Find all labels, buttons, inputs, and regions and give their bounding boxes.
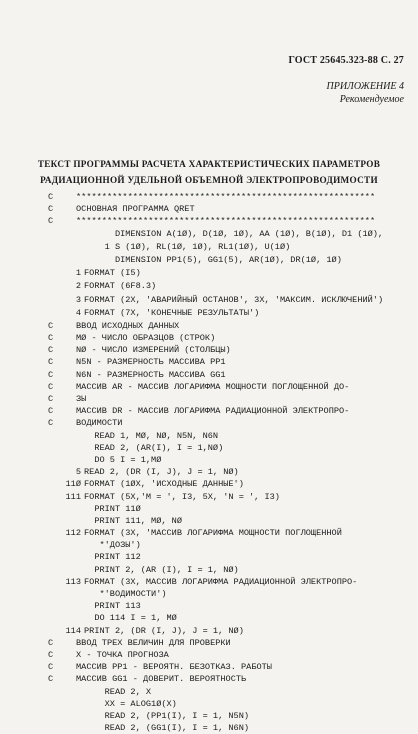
code-line bbox=[0, 466, 418, 478]
statement-text: DIMENSION A(1Ø), D(1Ø, 1Ø), AA (1Ø), B(1Ø), D1 (1Ø), bbox=[84, 228, 384, 239]
comment-marker: C bbox=[48, 662, 54, 673]
statement-text: NØ - ЧИСЛО ИЗМЕРЕНИЙ (СТОЛБЦЫ) bbox=[76, 345, 231, 356]
code-line bbox=[0, 686, 418, 698]
statement-text: FORMAT (5X,'M = ', I3, 5X, 'N = ', I3) bbox=[84, 491, 280, 502]
code-line bbox=[0, 478, 418, 490]
code-line bbox=[0, 241, 418, 254]
statement-label: 111 bbox=[65, 491, 81, 502]
statement-label: 1 bbox=[75, 268, 81, 279]
appendix-block bbox=[327, 80, 405, 106]
code-line bbox=[0, 515, 418, 527]
code-line bbox=[0, 267, 418, 280]
statement-text: READ 2, (AR(I), I = 1,NØ) bbox=[84, 442, 224, 453]
statement-text: ЗЫ bbox=[76, 394, 87, 404]
comment-marker: C bbox=[48, 381, 54, 392]
statement-label: 114 bbox=[65, 625, 81, 636]
code-line bbox=[0, 191, 418, 203]
statement-text: ВВОД ИСХОДНЫХ ДАННЫХ bbox=[76, 320, 180, 331]
comment-marker: C bbox=[48, 357, 54, 368]
code-line bbox=[0, 307, 418, 320]
code-line bbox=[0, 280, 418, 293]
code-line bbox=[0, 491, 418, 503]
statement-label: 112 bbox=[65, 528, 81, 539]
code-line bbox=[0, 673, 418, 685]
gost-page-header: ГОСТ 25645.323-88 С. 27 bbox=[288, 55, 404, 66]
statement-text: MØ - ЧИСЛО ОБРАЗЦОВ (СТРОК) bbox=[76, 333, 216, 344]
statement-text: N5N - РАЗМЕРНОСТЬ МАССИВА PP1 bbox=[76, 357, 226, 368]
code-line bbox=[0, 625, 418, 637]
statement-text: DO 114 I = 1, MØ bbox=[84, 613, 177, 624]
code-line bbox=[0, 254, 418, 267]
code-line bbox=[0, 369, 418, 381]
statement-text: PRINT 111, MØ, NØ bbox=[84, 515, 182, 526]
code-line bbox=[0, 405, 418, 417]
code-line bbox=[0, 332, 418, 344]
comment-marker: C bbox=[48, 418, 54, 429]
program-listing bbox=[0, 191, 418, 734]
code-line bbox=[0, 710, 418, 722]
statement-text: ВВОД ТРЕХ ВЕЛИЧИН ДЛЯ ПРОВЕРКИ bbox=[76, 637, 231, 648]
statement-label: 2 bbox=[75, 281, 81, 292]
code-line bbox=[0, 393, 418, 405]
code-line bbox=[0, 661, 418, 673]
code-line bbox=[0, 294, 418, 307]
code-line bbox=[0, 344, 418, 356]
statement-text: ********************************************************** bbox=[76, 216, 376, 227]
code-line bbox=[0, 320, 418, 332]
statement-text: PRINT 112 bbox=[84, 552, 141, 563]
code-line bbox=[0, 228, 418, 241]
statement-text: PRINT 2, (AR (I), I = 1, NØ) bbox=[84, 564, 239, 575]
statement-text: FORMAT (3X, МАССИВ ЛОГАРИФМА РАДИАЦИОННОЙ ЭЛЕКТРОПРО- bbox=[84, 576, 358, 587]
code-line bbox=[0, 698, 418, 710]
code-line bbox=[0, 356, 418, 368]
comment-marker: C bbox=[48, 674, 54, 685]
statement-text: PRINT 113 bbox=[84, 601, 141, 612]
code-line bbox=[0, 215, 418, 227]
appendix-label: ПРИЛОЖЕНИЕ 4 bbox=[326, 81, 404, 92]
code-line bbox=[0, 722, 418, 734]
comment-marker: C bbox=[48, 394, 54, 404]
statement-text: READ 1, MØ, NØ, N5N, N6N bbox=[84, 430, 219, 441]
statement-text: READ 2, (GG1(I), I = 1, N6N) bbox=[84, 723, 250, 734]
code-line bbox=[0, 649, 418, 661]
statement-text: МАССИВ GG1 - ДОВЕРИТ. ВЕРОЯТНОСТЬ bbox=[76, 674, 247, 685]
statement-text: READ 2, (DR (I, J), J = 1, NØ) bbox=[84, 467, 239, 478]
code-line bbox=[0, 576, 418, 588]
comment-marker: C bbox=[48, 369, 54, 380]
code-line bbox=[0, 430, 418, 442]
statement-text: FORMAT (1ØX, 'ИСХОДНЫЕ ДАННЫЕ') bbox=[84, 479, 244, 490]
code-line bbox=[0, 600, 418, 612]
statement-text: ОСНОВНАЯ ПРОГРАММА QRET bbox=[76, 204, 195, 215]
code-line bbox=[0, 503, 418, 515]
statement-text: МАССИВ PP1 - ВЕРОЯТН. БЕЗОТКАЗ. РАБОТЫ bbox=[76, 662, 272, 673]
comment-marker: C bbox=[48, 345, 54, 356]
statement-label: 11Ø bbox=[65, 479, 81, 490]
statement-text: FORMAT (3X, 'МАССИВ ЛОГАРИФМА МОЩНОСТИ ПОГЛОЩЕННОЙ bbox=[84, 528, 342, 539]
code-line bbox=[0, 417, 418, 429]
statement-label: 113 bbox=[65, 576, 81, 587]
statement-text: FORMAT (2X, 'АВАРИЙНЫЙ ОСТАНОВ', 3X, 'МАКСИМ. ИСКЛЮЧЕНИЙ') bbox=[84, 294, 384, 305]
statement-text: XX = ALOG1Ø(X) bbox=[84, 698, 177, 709]
code-line bbox=[0, 454, 418, 466]
statement-text: DO 5 I = 1,MØ bbox=[84, 454, 162, 465]
code-line bbox=[0, 637, 418, 649]
statement-text: 1 S (1Ø), RL(1Ø, 1Ø), RL1(1Ø), U(1Ø) bbox=[84, 241, 291, 252]
code-line bbox=[0, 551, 418, 563]
statement-text: DIMENSION PP1(5), GG1(5), AR(1Ø), DR(1Ø, 1Ø) bbox=[84, 254, 342, 265]
code-line bbox=[0, 203, 418, 215]
document-title-line-2: РАДИАЦИОННОЙ УДЕЛЬНОЙ ОБЪЕМНОЙ ЭЛЕКТРОПРОВОДИМОСТИ bbox=[40, 175, 378, 185]
statement-text: *'ДОЗЫ') bbox=[84, 540, 141, 551]
document-title-line-1: ТЕКСТ ПРОГРАММЫ РАСЧЕТА ХАРАКТЕРИСТИЧЕСКИХ ПАРАМЕТРОВ bbox=[37, 159, 381, 169]
statement-text: МАССИВ AR - МАССИВ ЛОГАРИФМА МОЩНОСТИ ПОГЛОЩЕННОЙ ДО- bbox=[76, 381, 350, 392]
statement-text: PRINT 11Ø bbox=[84, 503, 141, 514]
statement-text: READ 2, (PP1(I), I = 1, N5N) bbox=[84, 710, 250, 721]
statement-text: X - ТОЧКА ПРОГНОЗА bbox=[76, 649, 169, 660]
comment-marker: C bbox=[48, 320, 54, 331]
statement-label: 5 bbox=[75, 467, 81, 478]
comment-marker: C bbox=[48, 333, 54, 344]
comment-marker: C bbox=[48, 406, 54, 417]
comment-marker: C bbox=[48, 192, 54, 202]
code-line bbox=[0, 612, 418, 624]
statement-text: ********************************************************** bbox=[76, 192, 376, 202]
statement-text: N6N - РАЗМЕРНОСТЬ МАССИВА GG1 bbox=[76, 369, 226, 380]
code-line bbox=[0, 442, 418, 454]
statement-text: ВОДИМОСТИ bbox=[76, 418, 123, 429]
statement-text: FORMAT (7X, 'КОНЕЧНЫЕ РЕЗУЛЬТАТЫ') bbox=[84, 307, 260, 318]
comment-marker: C bbox=[48, 649, 54, 660]
code-line bbox=[0, 539, 418, 551]
recommended-label: Рекомендуемое bbox=[339, 94, 404, 105]
statement-text: *'ВОДИМОСТИ') bbox=[84, 589, 167, 599]
code-line bbox=[0, 588, 418, 600]
code-line bbox=[0, 381, 418, 393]
statement-text: FORMAT (6F8.3) bbox=[84, 281, 157, 292]
comment-marker: C bbox=[48, 216, 54, 227]
comment-marker: C bbox=[48, 204, 54, 215]
code-line bbox=[0, 564, 418, 576]
comment-marker: C bbox=[48, 637, 54, 648]
statement-text: МАССИВ DR - МАССИВ ЛОГАРИФМА РАДИАЦИОННОЙ ЭЛЕКТРОПРО- bbox=[76, 406, 350, 417]
statement-label: 4 bbox=[75, 307, 81, 318]
statement-label: 3 bbox=[75, 294, 81, 305]
code-line bbox=[0, 527, 418, 539]
statement-text: PRINT 2, (DR (I, J), J = 1, NØ) bbox=[84, 625, 244, 636]
statement-text: READ 2, X bbox=[84, 686, 152, 697]
statement-text: FORMAT (I5) bbox=[84, 268, 141, 279]
